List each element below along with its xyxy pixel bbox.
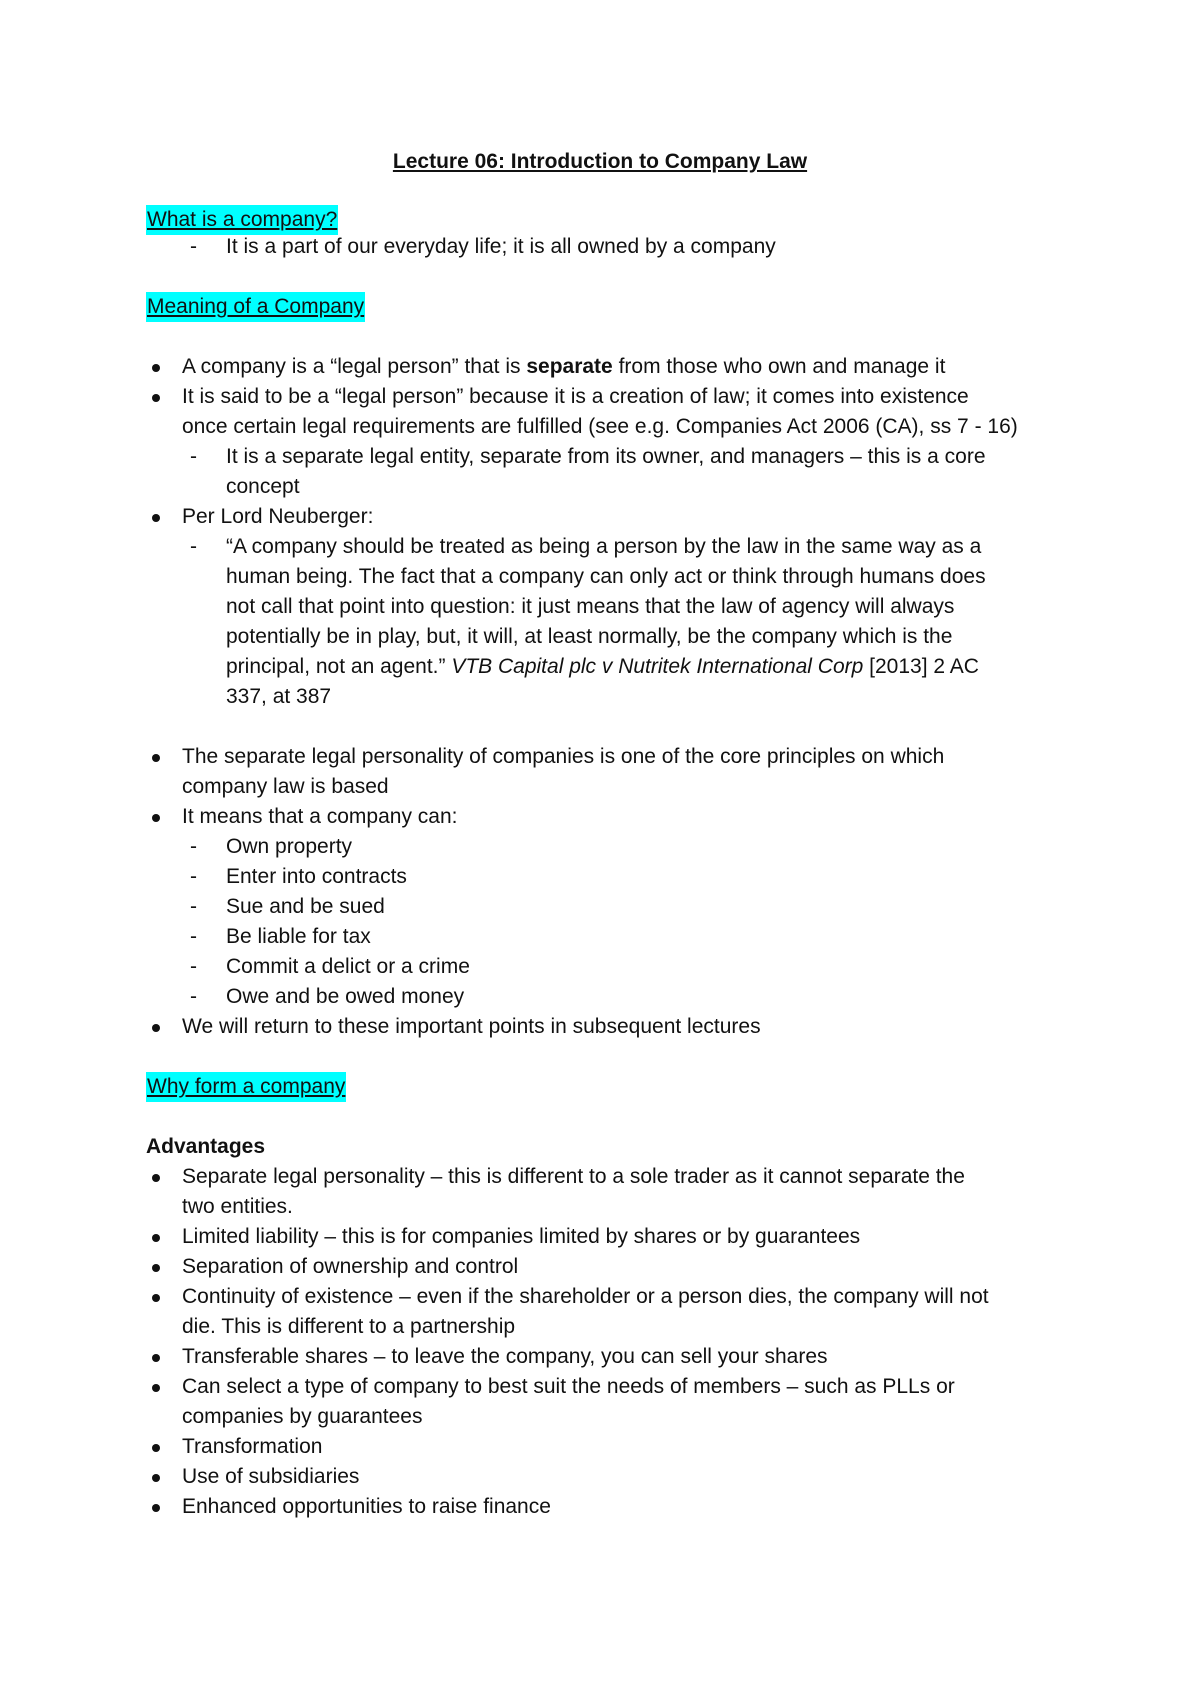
text-span: from those who own and manage it: [612, 355, 946, 378]
list-item: Separation of ownership and control: [182, 1255, 519, 1278]
bold-text: separate: [526, 355, 613, 378]
list-item-continuation: companies by guarantees: [182, 1405, 423, 1428]
subheading-advantages: Advantages: [146, 1135, 266, 1158]
list-item: Be liable for tax: [226, 925, 371, 948]
list-item-continuation: company law is based: [182, 775, 389, 798]
list-item: Limited liability – this is for companies limited by shares or by guarantees: [182, 1225, 861, 1248]
text-span: [2013] 2 AC: [863, 655, 979, 678]
list-item-continuation: once certain legal requirements are fulfilled (see e.g. Companies Act 2006 (CA), ss 7 - 16): [182, 415, 1018, 438]
quote-line: 337, at 387: [226, 685, 332, 708]
list-item: Continuity of existence – even if the shareholder or a person dies, the company will not: [182, 1285, 989, 1308]
list-item: Transformation: [182, 1435, 323, 1458]
bullet-icon: [152, 1444, 160, 1452]
quote-line: not call that point into question: it just means that the law of agency will always: [226, 595, 955, 618]
list-item: [182, 352, 945, 382]
dash-marker: -: [190, 955, 197, 978]
heading-what-is-a-company: What is a company?: [146, 205, 338, 235]
heading-meaning-of-a-company: Meaning of a Company: [146, 292, 365, 322]
list-item: Own property: [226, 835, 353, 858]
bullet-icon: [152, 364, 160, 372]
list-item: We will return to these important points in subsequent lectures: [182, 1015, 761, 1038]
text-span: principal, not an agent.”: [226, 655, 452, 678]
list-item: It is said to be a “legal person” because it is a creation of law; it comes into existence: [182, 385, 969, 408]
list-item: It is a part of our everyday life; it is all owned by a company: [226, 235, 776, 258]
bullet-icon: [152, 1354, 160, 1362]
list-item: It means that a company can:: [182, 805, 458, 828]
list-item-continuation: concept: [226, 475, 300, 498]
bullet-icon: [152, 1264, 160, 1272]
list-item-continuation: two entities.: [182, 1195, 293, 1218]
list-item: Use of subsidiaries: [182, 1465, 360, 1488]
quote-line: human being. The fact that a company can only act or think through humans does: [226, 565, 986, 588]
list-item: Separate legal personality – this is different to a sole trader as it cannot separate the: [182, 1165, 965, 1188]
bullet-icon: [152, 1024, 160, 1032]
bullet-icon: [152, 1504, 160, 1512]
list-item: Transferable shares – to leave the company, you can sell your shares: [182, 1345, 828, 1368]
list-item: The separate legal personality of companies is one of the core principles on which: [182, 745, 945, 768]
list-item: It is a separate legal entity, separate from its owner, and managers – this is a core: [226, 445, 986, 468]
list-item: Enhanced opportunities to raise finance: [182, 1495, 551, 1518]
list-item: Can select a type of company to best suit the needs of members – such as PLLs or: [182, 1375, 955, 1398]
dash-marker: -: [190, 445, 197, 468]
text-span: A company is a “legal person” that is: [182, 355, 527, 378]
case-citation: VTB Capital plc v Nutritek International Corp: [451, 655, 864, 678]
heading-why-form-a-company: Why form a company: [146, 1072, 346, 1102]
quote-line: “A company should be treated as being a person by the law in the same way as a: [226, 535, 982, 558]
dash-marker: -: [190, 985, 197, 1008]
quote-line: [226, 652, 979, 682]
dash-marker: -: [190, 925, 197, 948]
dash-marker: -: [190, 895, 197, 918]
page-title: Lecture 06: Introduction to Company Law: [392, 150, 808, 173]
bullet-icon: [152, 514, 160, 522]
bullet-icon: [152, 1234, 160, 1242]
list-item: Owe and be owed money: [226, 985, 465, 1008]
list-item: Commit a delict or a crime: [226, 955, 470, 978]
list-item: Sue and be sued: [226, 895, 385, 918]
bullet-icon: [152, 394, 160, 402]
bullet-icon: [152, 1474, 160, 1482]
bullet-icon: [152, 814, 160, 822]
list-item: Enter into contracts: [226, 865, 407, 888]
dash-marker: -: [190, 835, 197, 858]
list-item: Per Lord Neuberger:: [182, 505, 374, 528]
list-item-continuation: die. This is different to a partnership: [182, 1315, 516, 1338]
dash-marker: -: [190, 535, 197, 558]
bullet-icon: [152, 1384, 160, 1392]
bullet-icon: [152, 1294, 160, 1302]
quote-line: potentially be in play, but, it will, at least normally, be the company which is the: [226, 625, 953, 648]
dash-marker: -: [190, 235, 197, 258]
bullet-icon: [152, 1174, 160, 1182]
bullet-icon: [152, 754, 160, 762]
dash-marker: -: [190, 865, 197, 888]
